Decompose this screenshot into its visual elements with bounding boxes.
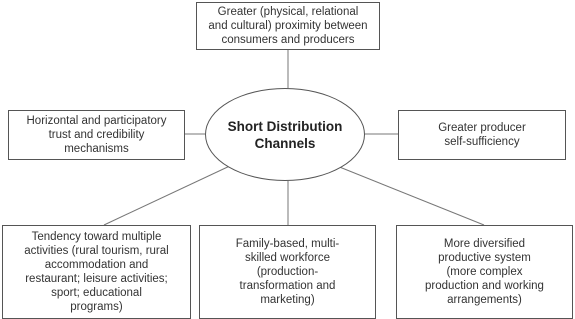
node-multiple-activities-label: Tendency toward multiple activities (rural tourism, rural accommodation and restaurant; leisure activities; sport; educational programs) [24, 231, 169, 313]
node-trust-mechanisms-label: Horizontal and participatory trust and credibility mechanisms [26, 115, 167, 155]
node-self-sufficiency-label: Greater producer self-sufficiency [438, 122, 526, 148]
center-label: Short Distribution Channels [227, 118, 343, 151]
connector-bottom-right [337, 166, 484, 225]
node-multiple-activities [2, 225, 191, 319]
node-diversified-system-label: More diversified productive system (more complex production and working arrangements) [425, 238, 544, 306]
node-family-workforce-label: Family-based, multi- skilled workforce (production- transformation and marketing) [235, 238, 340, 306]
node-proximity-label: Greater (physical, relational and cultural) proximity between consumers and producers [208, 6, 368, 46]
node-proximity [196, 2, 380, 50]
node-diversified-system [396, 225, 573, 319]
node-trust-mechanisms [8, 110, 185, 160]
node-self-sufficiency [398, 110, 566, 160]
connector-bottom-left [104, 164, 234, 225]
node-family-workforce [199, 225, 376, 319]
center-ellipse [205, 88, 365, 181]
